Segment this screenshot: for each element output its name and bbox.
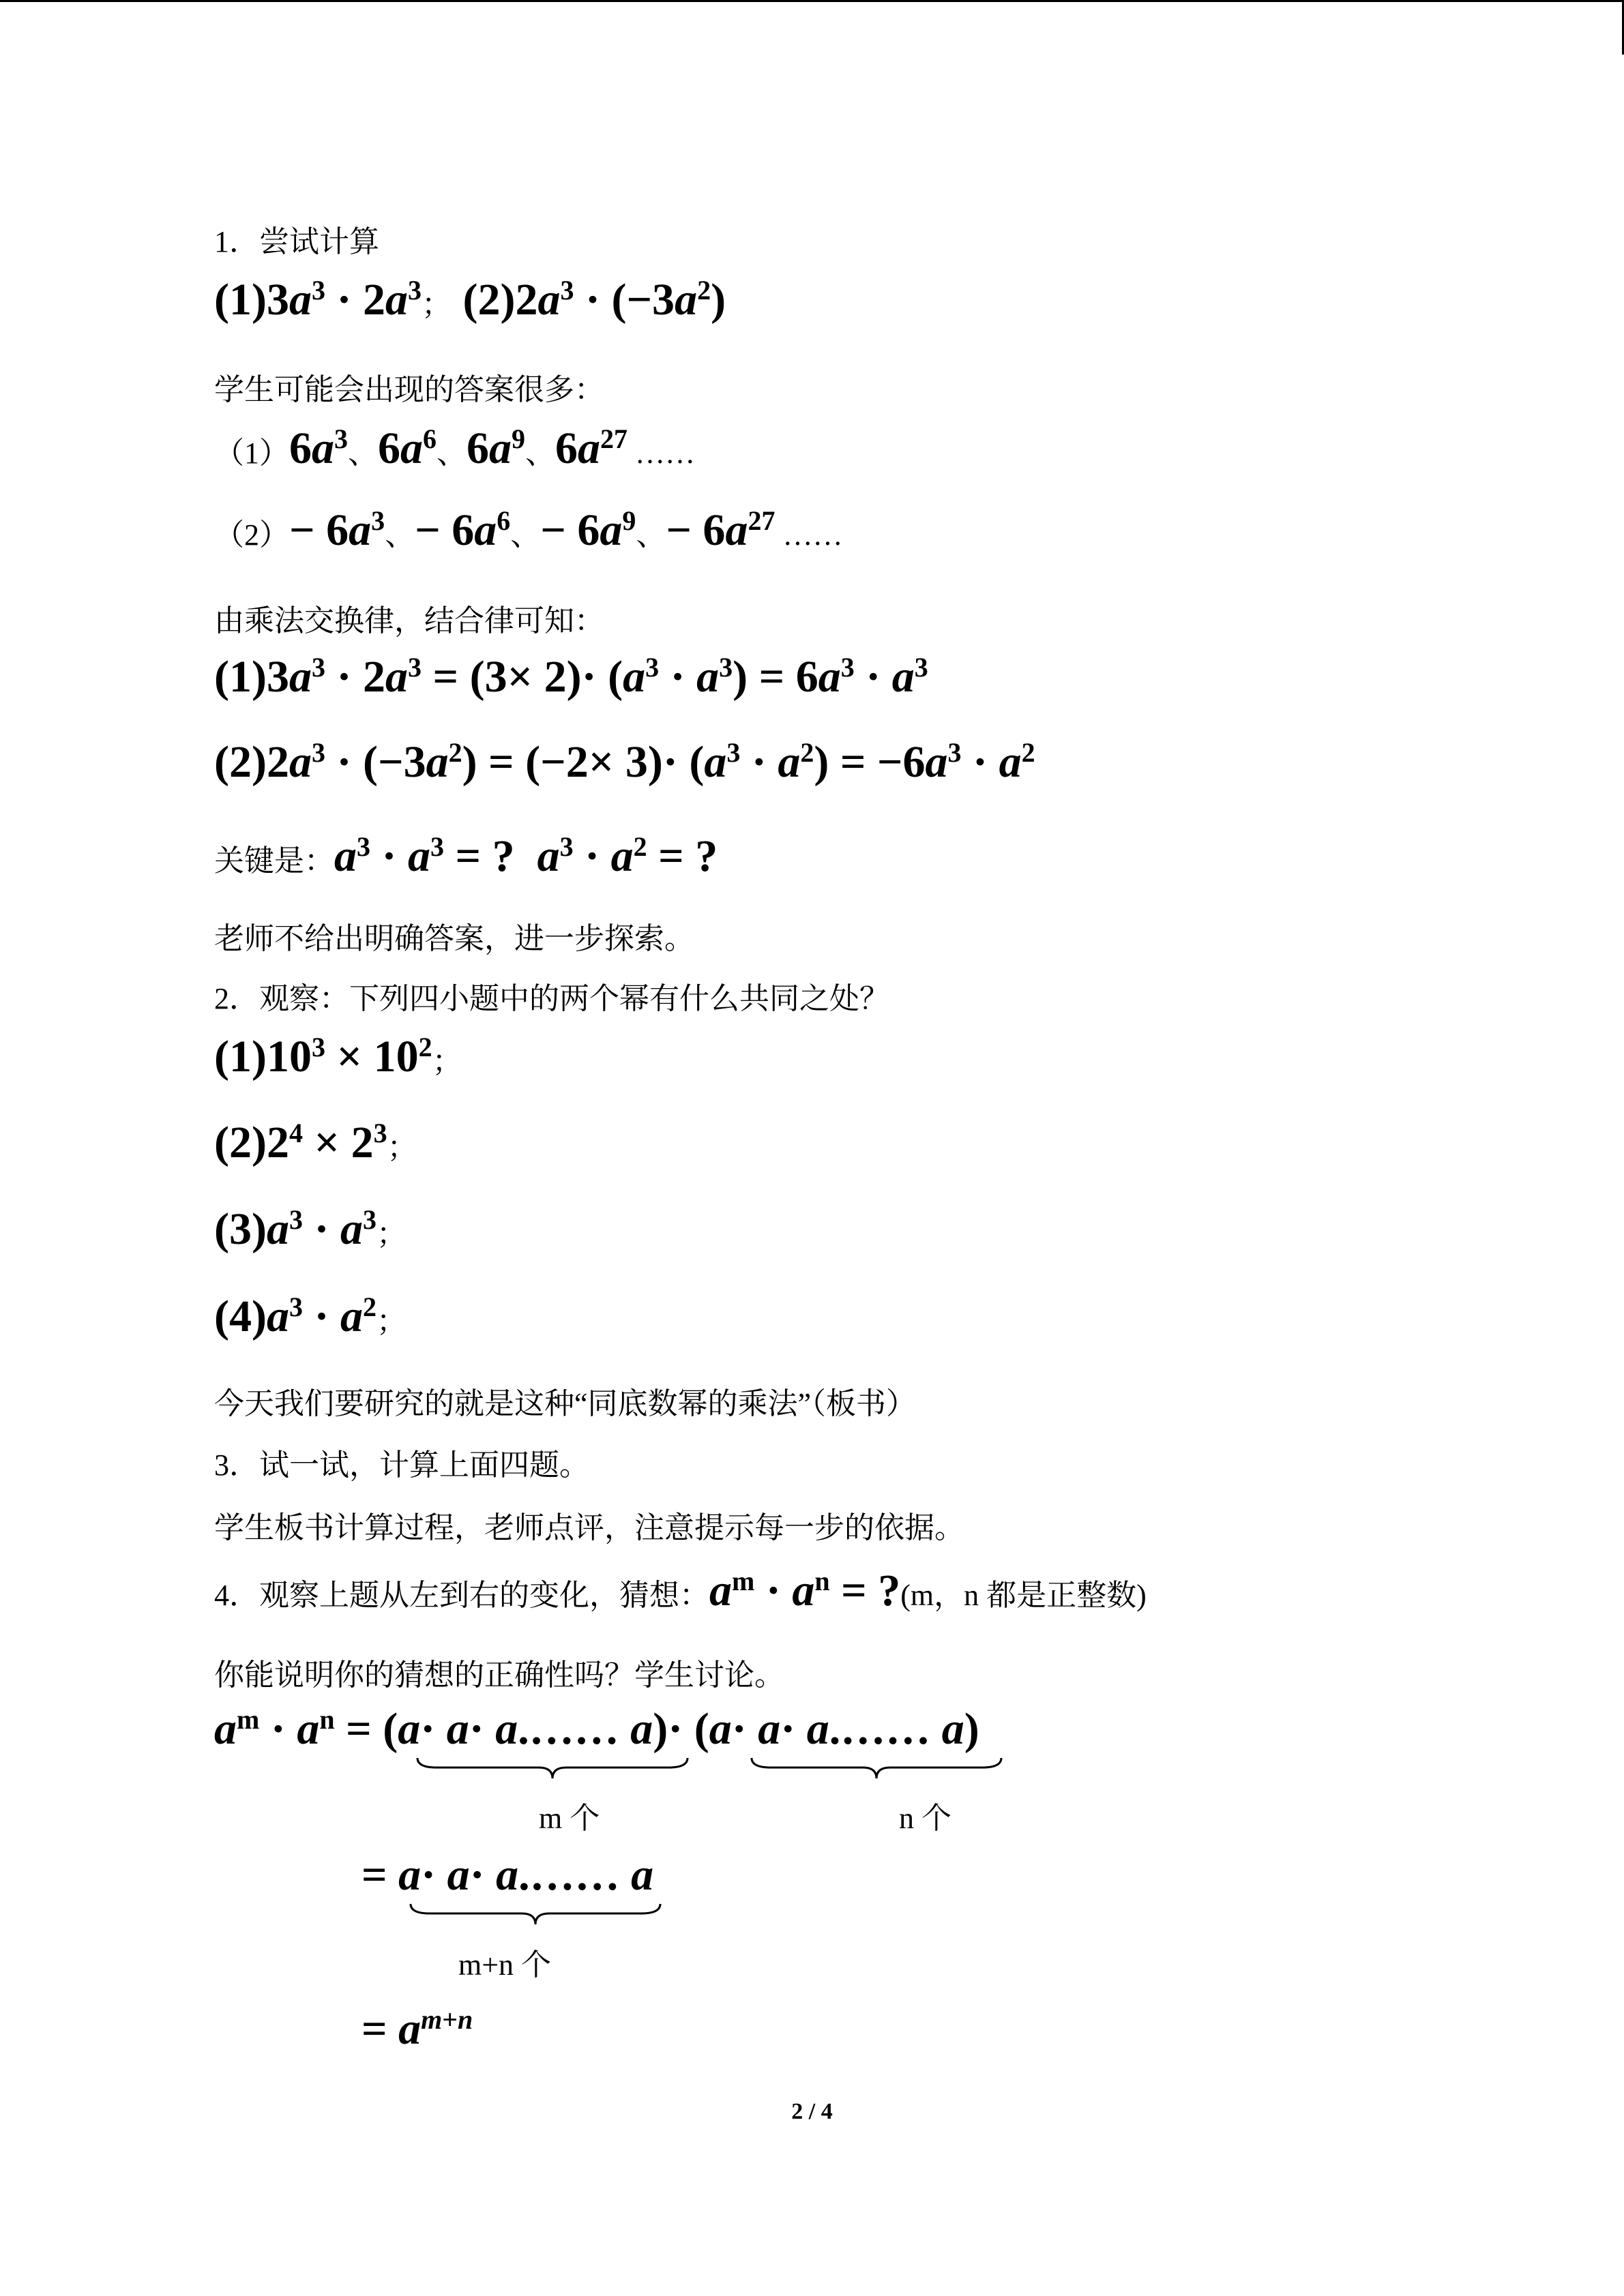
section-1-heading: 1．尝试计算: [214, 225, 379, 258]
board-work-note: 学生板书计算过程，老师点评，注意提示每一步的依据。: [214, 1511, 964, 1545]
page-number: 2 / 4: [791, 2099, 833, 2124]
brace-label-n: n 个: [899, 1802, 951, 1835]
top-border-line: [0, 0, 1624, 2]
proof-line-1: $a^m \cdot a^n = (a\cdot a\cdot$ a.…… a)· (a· a· a.…… a): [214, 1704, 979, 1754]
brace-m: [416, 1757, 689, 1781]
formula-try-calc: $(1)3a^3 \cdot 2a^3$； $(2)2a^3 \cdot (-3a^2)$: [214, 275, 726, 325]
brace-label-m: m 个: [539, 1802, 600, 1835]
teacher-note: 老师不给出明确答案，进一步探索。: [214, 922, 694, 955]
key-question: 关键是：$a^3 \cdot a^3$ = ? $a^3 \cdot a^2$ = ?: [214, 831, 718, 881]
section-3-heading: 3．试一试，计算上面四题。: [214, 1448, 589, 1482]
observe-item-4: $(4)a^3 \cdot a^2$；: [214, 1292, 407, 1341]
commutative-law-intro: 由乘法交换律，结合律可知：: [214, 604, 604, 638]
observe-item-1: $(1)10^3 \times 10^2$；: [214, 1032, 462, 1082]
student-answers-intro: 学生可能会出现的答案很多：: [214, 373, 604, 406]
section-4-conjecture: 4．观察上题从左到右的变化，猜想：$a^m \cdot a^n$ = ?(m，n 都是正整数): [214, 1566, 1147, 1615]
answers-label-1: （1）: [214, 436, 289, 470]
discussion-prompt: 你能说明你的猜想的正确性吗？学生讨论。: [214, 1658, 784, 1692]
answers-line-2: $(2)- 6a^3$、− $6a^6$、− $6a^9$、− $6a^{27}$ ……: [214, 505, 843, 555]
proof-line-2: = a· a· a.…… a: [361, 1850, 654, 1900]
derivation-1: $(1)3a^3 \cdot 2a^3 = (3\times 2)\cdot (a^3 \cdot a^3) = 6a^3 \cdot a^3$: [214, 652, 928, 702]
proof-line-3: = $a^{m+n}$: [361, 2004, 473, 2054]
observe-item-3: $(3)a^3 \cdot a^3$；: [214, 1204, 407, 1254]
today-topic: 今天我们要研究的就是这种“同底数幂的乘法”（板书）: [214, 1387, 917, 1420]
answers-line-1: $(1)6a^3$、$6a^6$、$6a^9$、$6a^{27}$ ……: [214, 423, 695, 473]
integer-condition: (m，n 都是正整数): [900, 1579, 1147, 1612]
key-label: 关键是：: [214, 844, 334, 878]
section-4-heading: 4．观察上题从左到右的变化，猜想：: [214, 1579, 709, 1612]
section-2-heading: 2．观察：下列四小题中的两个幂有什么共同之处？: [214, 982, 889, 1015]
derivation-2: $(2)2a^3 \cdot (-3a^2) = (-2\times 3)\cdot (a^3 \cdot a^2) = -6a^3 \cdot a^2$: [214, 737, 1035, 787]
brace-label-m-plus-n: m+n 个: [458, 1948, 552, 1982]
answers-label-2: （2）: [214, 518, 289, 552]
observe-item-2: $(2)2^4 \times 2^3$；: [214, 1118, 417, 1167]
brace-n: [750, 1757, 1003, 1781]
brace-m-plus-n: [409, 1903, 662, 1927]
